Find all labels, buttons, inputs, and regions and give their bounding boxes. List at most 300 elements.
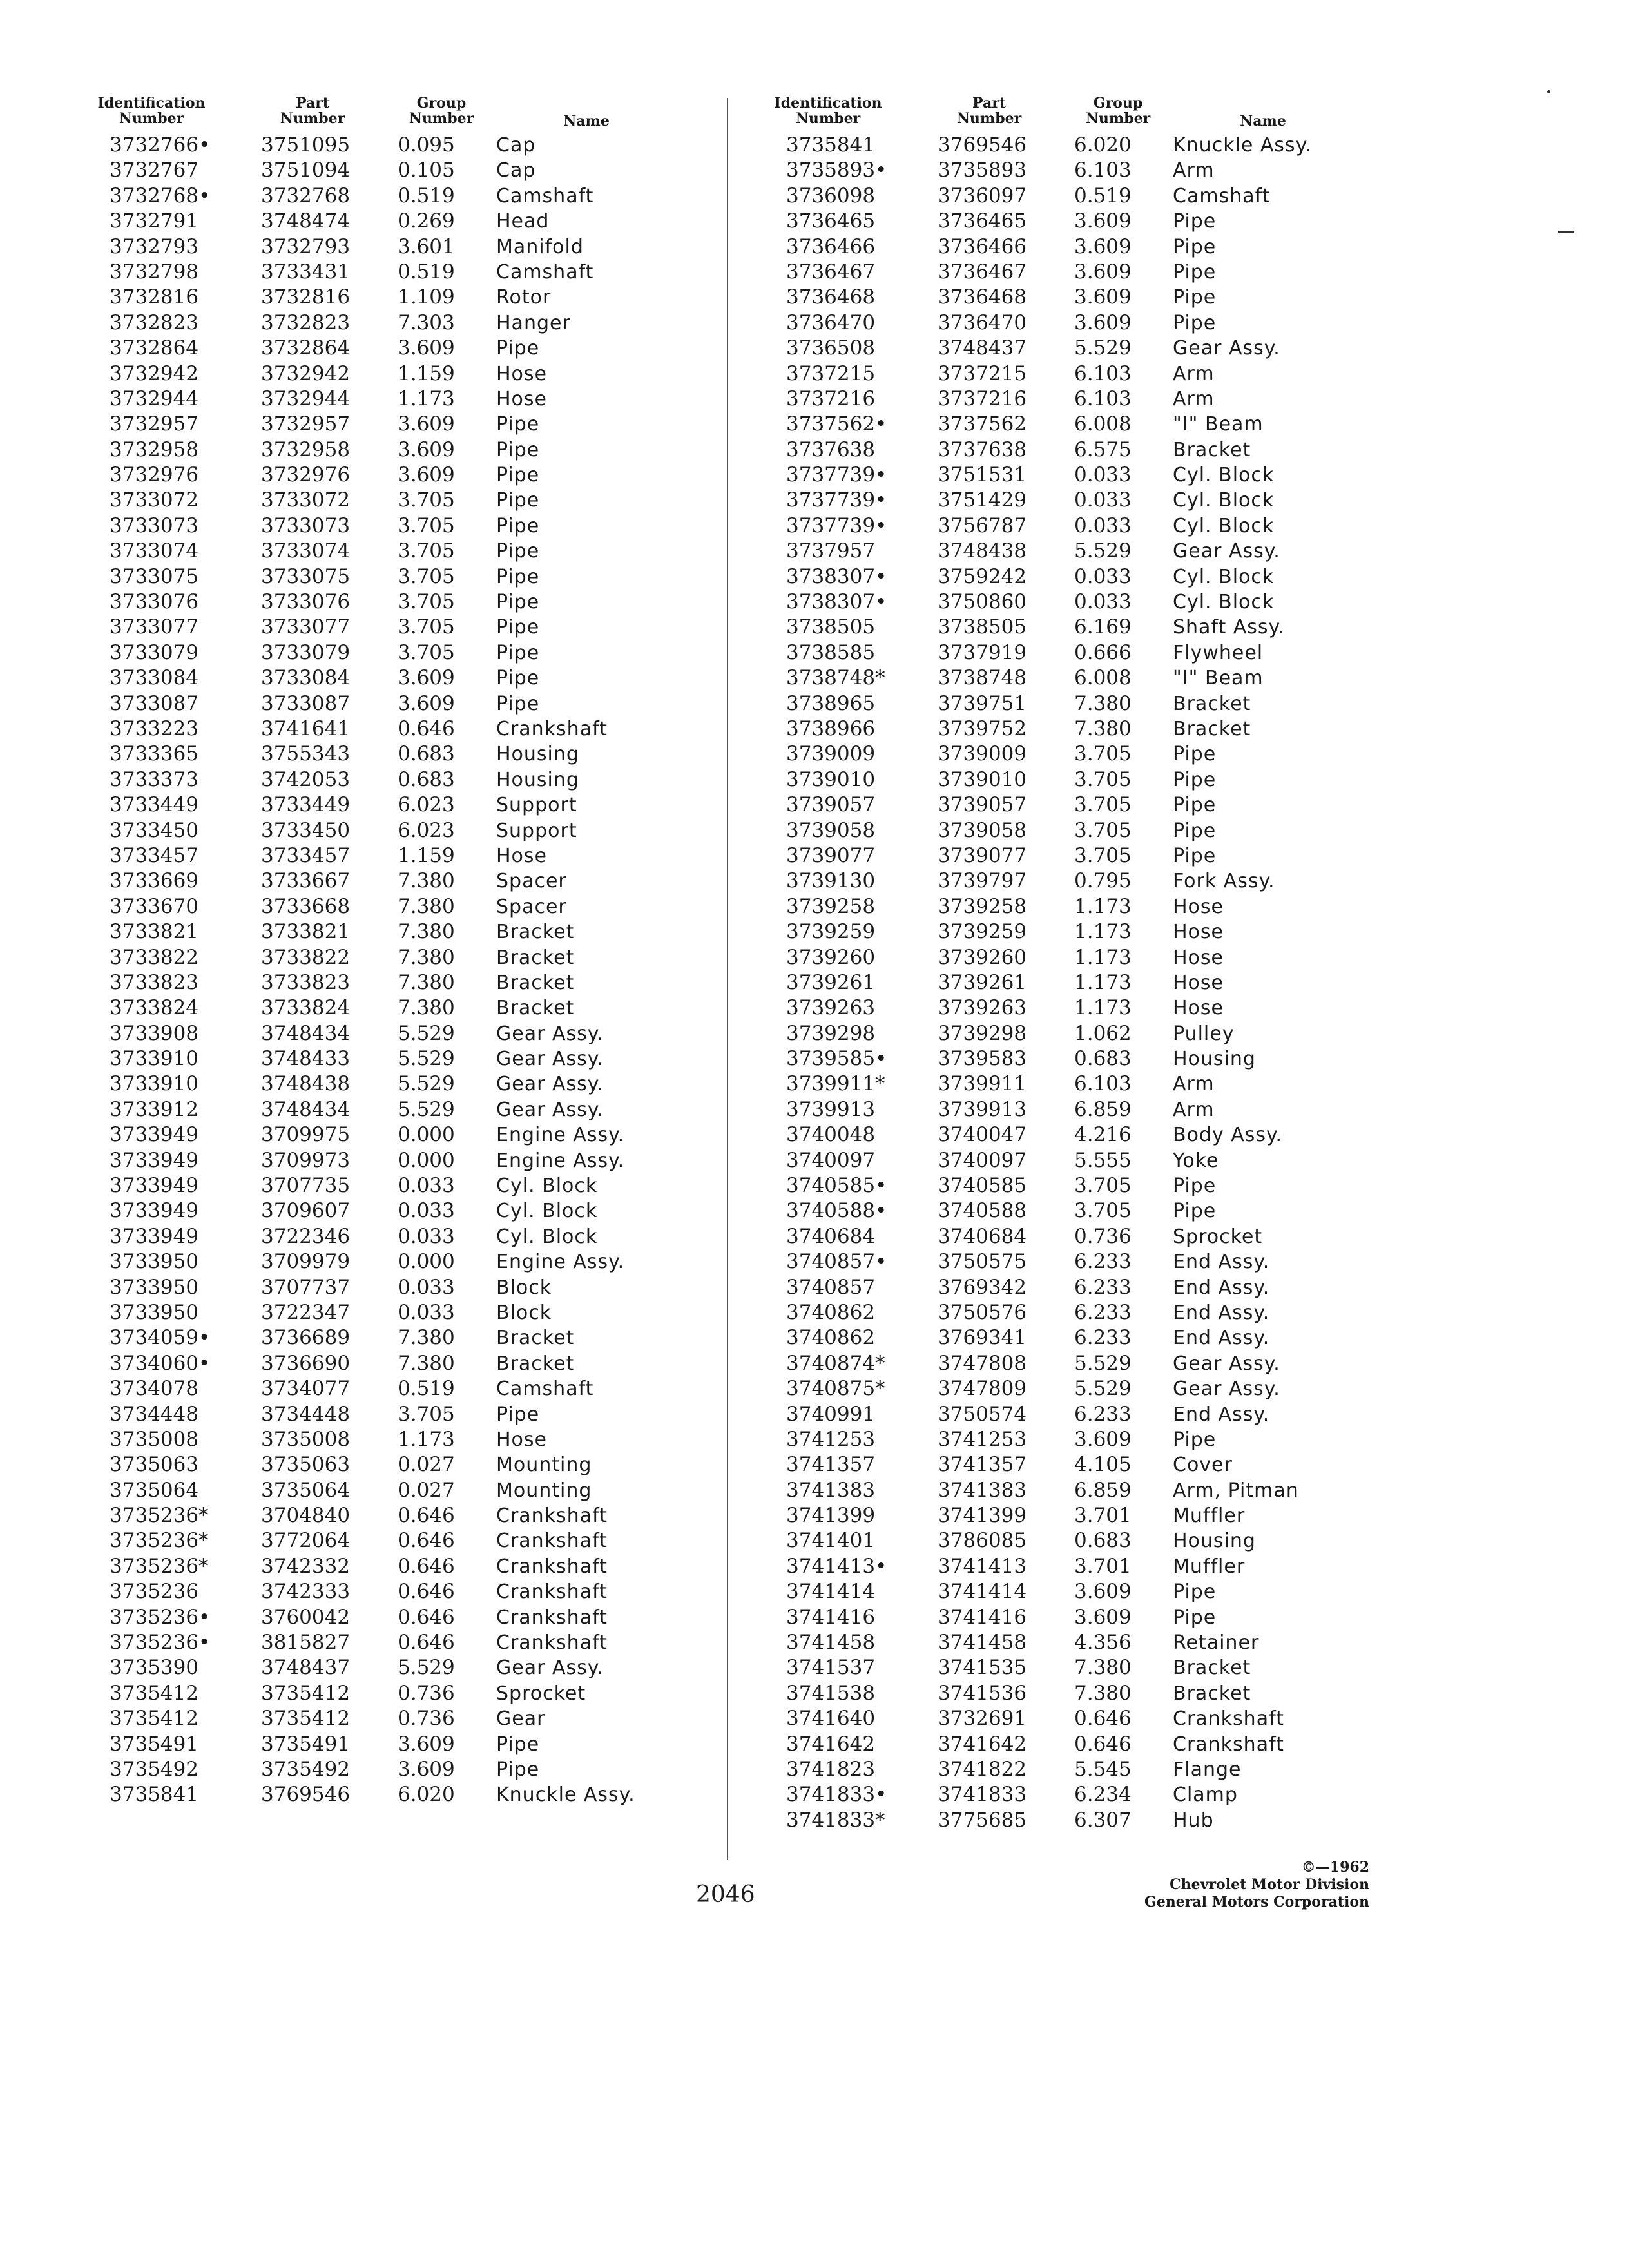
part-number-cell: 3742333 [261,1580,351,1604]
group-number-cell: 0.646 [1074,1732,1132,1756]
table-row [760,1579,1411,1604]
name-cell: Cyl. Block [1173,464,1275,487]
name-cell: Bracket [496,997,575,1020]
table-row [84,1681,735,1706]
group-number-cell: 0.033 [398,1199,455,1223]
part-number-cell: 3748433 [261,1047,351,1071]
name-cell: Pipe [496,641,540,664]
group-number-cell: 5.529 [398,1072,455,1096]
part-number-cell: 3739058 [938,818,1027,842]
identification-number-cell: 3732816 [110,285,199,309]
name-cell: Crankshaft [496,1504,608,1528]
part-number-cell: 3747809 [938,1377,1027,1401]
table-row [84,1757,735,1782]
group-number-cell: 0.027 [398,1478,455,1502]
part-number-cell: 3736466 [938,235,1027,258]
table-row [760,1681,1411,1706]
part-number-cell: 3733667 [261,869,351,893]
group-number-cell: 5.529 [1074,1377,1132,1401]
table-row [760,818,1411,843]
table-row [84,1275,735,1300]
group-number-cell: 3.609 [1074,260,1132,284]
name-cell: Bracket [1173,1657,1251,1680]
identification-number-cell: 3732976 [110,463,199,487]
name-cell: Pipe [1173,311,1217,334]
identification-number-cell: 3735893• [786,159,887,182]
corporation-name: General Motors Corporation [1144,1894,1369,1910]
group-number-cell: 7.380 [398,945,455,969]
table-row [84,742,735,767]
table-row [84,1452,735,1477]
part-number-cell: 3735064 [261,1478,351,1502]
name-cell: Rotor [496,286,552,309]
identification-number-cell: 3734448 [110,1402,199,1426]
name-cell: Hose [1173,971,1224,994]
table-row [760,539,1411,564]
right-parts-column [760,95,1411,1833]
table-row [760,1757,1411,1782]
part-number-cell: 3748474 [261,209,351,233]
group-number-cell: 3.609 [1074,1580,1132,1604]
identification-number-cell: 3735412 [110,1707,199,1731]
group-number-cell: 3.705 [398,564,455,588]
part-number-cell: 3709979 [261,1250,351,1274]
name-cell: Housing [496,743,579,766]
group-number-cell: 0.646 [398,1580,455,1604]
table-row [84,1173,735,1198]
table-row [760,1148,1411,1173]
identification-number-cell: 3739058 [786,818,876,842]
group-number-cell: 3.705 [398,615,455,639]
identification-number-cell: 3732957 [110,412,199,436]
group-number-cell: 0.033 [1074,590,1132,614]
table-row [84,133,735,158]
group-number-cell: 6.103 [1074,159,1132,182]
part-number-cell: 3737638 [938,437,1027,461]
table-row [84,285,735,310]
table-row [760,615,1411,640]
part-number-cell: 3735492 [261,1758,351,1781]
group-number-cell: 3.705 [398,539,455,563]
group-number-cell: 3.609 [1074,285,1132,309]
group-number-cell: 1.173 [1074,970,1132,994]
group-number-cell: 1.173 [398,1427,455,1451]
name-cell: Support [496,819,577,842]
group-number-cell: 0.736 [1074,1224,1132,1248]
part-number-cell: 3739261 [938,970,1027,994]
group-number-cell: 3.705 [398,488,455,512]
identification-number-cell: 3733908 [110,1021,199,1045]
table-row [84,1402,735,1427]
name-cell: Cyl. Block [1173,591,1275,614]
identification-number-cell: 3735841 [786,133,876,157]
table-row [760,564,1411,590]
identification-number-cell: 3735412 [110,1681,199,1705]
part-number-cell: 3741458 [938,1631,1027,1655]
identification-number-cell: 3741357 [786,1453,876,1477]
name-cell: Gear Assy. [496,1022,604,1045]
part-number-cell: 3742053 [261,767,351,791]
table-row [760,285,1411,310]
part-number-cell: 3742332 [261,1554,351,1578]
group-number-cell: 1.173 [1074,945,1132,969]
part-number-cell: 3739751 [938,691,1027,715]
name-cell: Pipe [1173,1175,1217,1198]
identification-number-cell: 3733821 [110,920,199,944]
group-number-cell: 7.380 [398,996,455,1020]
name-cell: Pipe [1173,210,1217,233]
table-row [760,463,1411,488]
part-number-cell: 3709607 [261,1199,351,1223]
part-number-cell: 3750574 [938,1402,1027,1426]
identification-number-cell: 3733223 [110,716,199,740]
identification-number-cell: 3741640 [786,1707,876,1731]
part-number-cell: 3732768 [261,184,351,207]
name-cell: Cyl. Block [1173,489,1275,512]
group-number-cell: 3.705 [1074,767,1132,791]
group-number-cell: 0.033 [1074,488,1132,512]
identification-number-cell: 3741416 [786,1605,876,1629]
group-number-cell: 1.159 [398,361,455,385]
name-cell: End Assy. [1173,1251,1270,1274]
name-cell: Cap [496,134,536,157]
table-row [84,1148,735,1173]
part-number-cell: 3735063 [261,1453,351,1477]
identification-number-cell: 3737216 [786,387,876,410]
part-number-cell: 3709975 [261,1123,351,1147]
name-cell: Pipe [496,514,540,537]
group-number-cell: 0.033 [398,1224,455,1248]
part-number-cell: 3736690 [261,1351,351,1375]
group-number-cell: 0.646 [398,1504,455,1528]
table-row [84,1503,735,1528]
identification-number-cell: 3739911* [786,1072,885,1096]
table-row [760,260,1411,285]
table-row [760,361,1411,387]
identification-number-cell: 3740874* [786,1351,885,1375]
part-number-cell: 3733073 [261,514,351,537]
name-cell: Engine Assy. [496,1149,625,1172]
left-parts-column [84,95,735,1808]
table-row [84,1732,735,1757]
identification-number-cell: 3733076 [110,590,199,614]
group-number-cell: 6.020 [398,1783,455,1807]
part-number-cell: 3741535 [938,1656,1027,1680]
name-cell: Pipe [496,667,540,690]
part-number-cell: 3739260 [938,945,1027,969]
identification-number-cell: 3733084 [110,666,199,690]
name-cell: Head [496,210,550,233]
name-cell: Muffler [1173,1504,1246,1528]
identification-number-cell: 3737739• [786,488,887,512]
group-number-cell: 5.529 [1074,1351,1132,1375]
part-number-cell: 3740097 [938,1148,1027,1172]
identification-number-cell: 3739259 [786,920,876,944]
part-number-cell: 3735412 [261,1681,351,1705]
part-number-cell: 3739263 [938,996,1027,1020]
table-row [760,209,1411,234]
part-number-cell: 3733457 [261,843,351,867]
identification-number-cell: 3735063 [110,1453,199,1477]
name-cell: Bracket [496,971,575,994]
name-cell: Pipe [1173,1428,1217,1451]
part-number-cell: 3741399 [938,1504,1027,1528]
part-number-cell: 3739752 [938,716,1027,740]
table-row [84,514,735,539]
name-cell: Hose [1173,895,1224,918]
identification-number-cell: 3737739• [786,514,887,537]
name-cell: Crankshaft [496,1606,608,1629]
part-number-cell: 3815827 [261,1631,351,1655]
group-number-cell: 3.609 [398,463,455,487]
name-cell: Pulley [1173,1022,1235,1045]
name-cell: Pipe [1173,286,1217,309]
left-table-body [84,133,735,1808]
group-number-cell: 0.683 [1074,1529,1132,1553]
table-row [84,235,735,260]
identification-number-cell: 3733074 [110,539,199,563]
part-number-cell: 3769546 [938,133,1027,157]
table-row [84,1300,735,1325]
group-number-cell: 3.609 [398,437,455,461]
table-row [84,818,735,843]
name-cell: Pipe [496,438,540,461]
table-row [760,945,1411,970]
group-number-cell: 0.033 [398,1174,455,1198]
name-cell: Yoke [1173,1149,1219,1172]
table-row [760,1808,1411,1833]
part-number-cell: 3722347 [261,1300,351,1324]
part-number-cell: 3759242 [938,564,1027,588]
identification-number-cell: 3737957 [786,539,876,563]
table-row [760,793,1411,818]
group-number-cell: 4.356 [1074,1631,1132,1655]
part-number-cell: 3722346 [261,1224,351,1248]
identification-number-cell: 3733079 [110,640,199,664]
margin-dot [1547,90,1550,93]
part-number-cell: 3748437 [938,336,1027,360]
group-number-cell: 6.023 [398,793,455,817]
group-number-cell: 3.609 [1074,235,1132,258]
table-row [760,1655,1411,1680]
group-number-cell: 5.555 [1074,1148,1132,1172]
name-cell: Pipe [496,337,540,360]
identification-number-cell: 3737215 [786,361,876,385]
part-number-cell: 3747808 [938,1351,1027,1375]
part-number-cell: 3737215 [938,361,1027,385]
identification-number-cell: 3732768• [110,184,211,207]
left-column-header [84,95,735,133]
name-cell: Bracket [1173,692,1251,715]
name-cell: Pipe [1173,794,1217,817]
part-number-cell: 3736465 [938,209,1027,233]
table-row [84,387,735,412]
part-number-cell: 3738748 [938,666,1027,690]
identification-number-cell: 3733449 [110,793,199,817]
table-row [760,919,1411,945]
table-row [84,691,735,716]
part-number-cell: 3733074 [261,539,351,563]
identification-number-cell: 3733949 [110,1199,199,1223]
identification-number-cell: 3738748* [786,666,885,690]
identification-number-cell: 3733450 [110,818,199,842]
identification-number-cell: 3739913 [786,1097,876,1121]
copyright-footer [1070,1859,1369,1911]
identification-number-cell: 3738585 [786,640,876,664]
name-cell: Pipe [1173,768,1217,791]
part-number-cell: 3736467 [938,260,1027,284]
part-number-cell: 3740588 [938,1199,1027,1223]
table-row [760,691,1411,716]
part-number-cell: 3733087 [261,691,351,715]
group-number-cell: 7.380 [1074,716,1132,740]
group-number-cell: 7.380 [398,869,455,893]
group-number-cell: 3.609 [398,412,455,436]
group-number-cell: 0.000 [398,1148,455,1172]
name-cell: Pipe [1173,1581,1217,1604]
identification-number-cell: 3733457 [110,843,199,867]
identification-number-cell: 3739009 [786,742,876,766]
name-cell: Crankshaft [1173,1733,1284,1756]
identification-number-cell: 3739261 [786,970,876,994]
table-row [84,843,735,869]
identification-number-cell: 3740588• [786,1199,887,1223]
name-cell: Hose [1173,921,1224,944]
table-row [84,1630,735,1655]
identification-number-cell: 3741458 [786,1631,876,1655]
table-row [760,1249,1411,1274]
name-cell: Mounting [496,1479,592,1502]
part-number-cell: 3755343 [261,742,351,766]
identification-number-cell: 3740585• [786,1174,887,1198]
name-cell: Muffler [1173,1555,1246,1578]
identification-number-cell: 3737739• [786,463,887,487]
name-cell: Bracket [496,921,575,944]
group-number-cell: 0.095 [398,133,455,157]
name-cell: Bracket [496,1352,575,1375]
part-number-cell: 3756787 [938,514,1027,537]
name-cell: Pipe [496,1758,540,1781]
part-number-cell: 3741413 [938,1554,1027,1578]
table-row [760,387,1411,412]
group-number-cell: 6.307 [1074,1808,1132,1832]
identification-number-cell: 3736470 [786,311,876,334]
table-row [84,336,735,361]
group-number-cell: 6.575 [1074,437,1132,461]
table-row [84,615,735,640]
table-row [84,1249,735,1274]
identification-number-cell: 3732793 [110,235,199,258]
identification-number-cell: 3733075 [110,564,199,588]
group-number-cell: 3.705 [1074,818,1132,842]
part-number-cell: 3732976 [261,463,351,487]
part-number-cell: 3748437 [261,1656,351,1680]
header-part-number: Part Number [280,95,345,127]
table-row [84,564,735,590]
header-name: Name [1240,113,1286,130]
table-row [760,716,1411,742]
table-row [760,742,1411,767]
part-number-cell: 3735893 [938,159,1027,182]
identification-number-cell: 3741383 [786,1478,876,1502]
table-row [84,1782,735,1807]
identification-number-cell: 3741642 [786,1732,876,1756]
identification-number-cell: 3741253 [786,1427,876,1451]
part-number-cell: 3748438 [938,539,1027,563]
name-cell: Pipe [496,1733,540,1756]
identification-number-cell: 3732864 [110,336,199,360]
identification-number-cell: 3732791 [110,209,199,233]
table-row [84,1198,735,1224]
name-cell: Cyl. Block [496,1175,598,1198]
part-number-cell: 3709973 [261,1148,351,1172]
part-number-cell: 3737216 [938,387,1027,410]
table-row [760,843,1411,869]
header-group-number: Group Number [1085,95,1151,127]
name-cell: Cyl. Block [1173,514,1275,537]
name-cell: Clamp [1173,1783,1238,1807]
identification-number-cell: 3741833• [786,1783,887,1807]
part-number-cell: 3733084 [261,666,351,690]
identification-number-cell: 3738307• [786,590,887,614]
group-number-cell: 0.736 [398,1707,455,1731]
part-number-cell: 3733450 [261,818,351,842]
name-cell: Camshaft [496,260,594,284]
group-number-cell: 6.233 [1074,1300,1132,1324]
part-number-cell: 3733076 [261,590,351,614]
name-cell: Block [496,1276,552,1299]
identification-number-cell: 3741401 [786,1529,876,1553]
identification-number-cell: 3739130 [786,869,876,893]
part-number-cell: 3733823 [261,970,351,994]
part-number-cell: 3760042 [261,1605,351,1629]
name-cell: Block [496,1301,552,1324]
identification-number-cell: 3732958 [110,437,199,461]
name-cell: Cyl. Block [496,1225,598,1248]
name-cell: Body Assy. [1173,1124,1283,1147]
header-name: Name [563,113,610,130]
identification-number-cell: 3735236* [110,1504,209,1528]
group-number-cell: 0.519 [398,260,455,284]
group-number-cell: 3.609 [398,1758,455,1781]
table-row [84,1376,735,1401]
right-table-body [760,133,1411,1833]
name-cell: Hanger [496,311,571,334]
name-cell: Knuckle Assy. [1173,134,1312,157]
part-number-cell: 3735412 [261,1707,351,1731]
part-number-cell: 3739057 [938,793,1027,817]
identification-number-cell: 3740857 [786,1275,876,1299]
name-cell: Camshaft [496,184,594,207]
identification-number-cell: 3740991 [786,1402,876,1426]
identification-number-cell: 3740862 [786,1326,876,1350]
identification-number-cell: 3733910 [110,1072,199,1096]
identification-number-cell: 3740097 [786,1148,876,1172]
table-row [84,437,735,463]
identification-number-cell: 3735008 [110,1427,199,1451]
header-identification-number: Identification Number [774,95,882,127]
table-row [84,1528,735,1553]
group-number-cell: 6.023 [398,818,455,842]
part-number-cell: 3732864 [261,336,351,360]
group-number-cell: 6.103 [1074,1072,1132,1096]
group-number-cell: 5.529 [398,1021,455,1045]
table-row [760,133,1411,158]
part-number-cell: 3769546 [261,1783,351,1807]
table-row [84,995,735,1021]
identification-number-cell: 3733073 [110,514,199,537]
name-cell: Hose [496,1428,547,1451]
